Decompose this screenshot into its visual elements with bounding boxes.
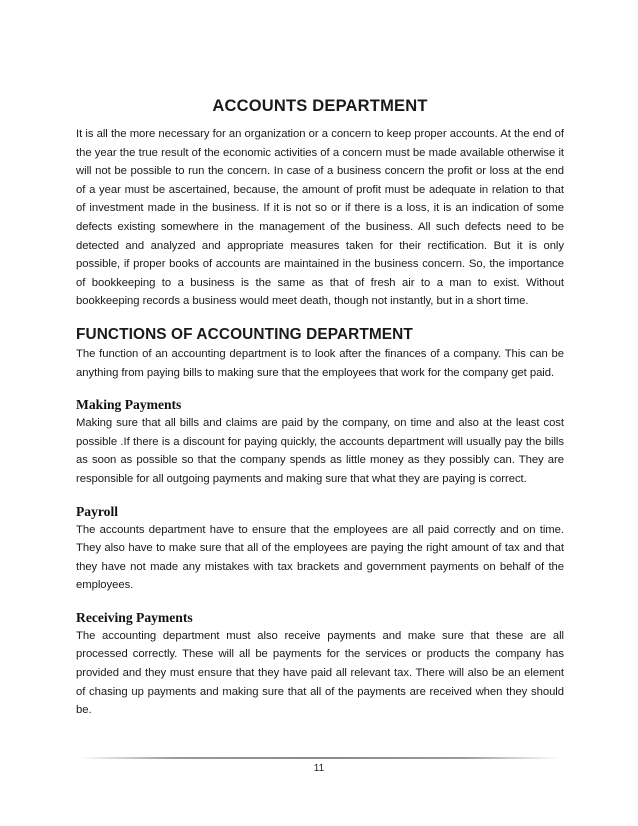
making-payments-paragraph: Making sure that all bills and claims are paid by the company, on time and also at the least cost possible .If there is a discount for paying quickly, the accounts department will usually pay the bills as soon as possible so that the company spends as little money as they possibly can. They are responsible for all outgoing payments and making sure that what they are paying is correct. (76, 417, 564, 485)
intro-paragraph: It is all the more necessary for an organization or a concern to keep proper accounts. At the end of the year the true result of the economic activities of a concern must be made available otherwise it will not be possible to run the concern. In case of a business concern the profit or loss at the end of a year must be ascertained, because, the amount of profit must be adequate in relation to that of investment made in the business. If it is not so or if there is a loss, it is an indication of some defects existing somewhere in the management of the business. All such defects need to be detected and analyzed and appropriate measures taken for their rectification. But it is only possible, if proper books of accounts are maintained in the business concern. So, the importance of bookkeeping to a business is the same as that of fresh air to a man to exist. Without bookkeeping records a business would meet death, though not instantly, but in a short time. (76, 128, 564, 308)
document-page (76, 96, 564, 720)
functions-heading: FUNCTIONS OF ACCOUNTING DEPARTMENT (76, 325, 413, 343)
page-number: 11 (313, 763, 325, 774)
receiving-payments-heading: Receiving Payments (76, 609, 193, 625)
functions-paragraph: The function of an accounting department is to look after the finances of a company. This can be anything from paying bills to making sure that the employees that work for the company get paid. (76, 347, 564, 379)
footer-divider (78, 757, 560, 759)
making-payments-heading: Making Payments (76, 397, 182, 413)
payroll-heading: Payroll (76, 503, 119, 519)
page-title: ACCOUNTS DEPARTMENT (212, 97, 428, 115)
payroll-paragraph: The accounts department have to ensure that the employees are all paid correctly and on time. They also have to make sure that all of the employees are paying the right amount of tax and that they have not made any mistakes with tax brackets and government payments on behalf of the employees. (76, 523, 564, 592)
receiving-payments-paragraph: The accounting department must also receive payments and make sure that these are all processed correctly. These will all be payments for the services or products the company has provided and they must ensure that they have paid all relevant tax. There will also be an element of chasing up payments and making sure that all of the payments are received when they should be. (76, 629, 564, 717)
